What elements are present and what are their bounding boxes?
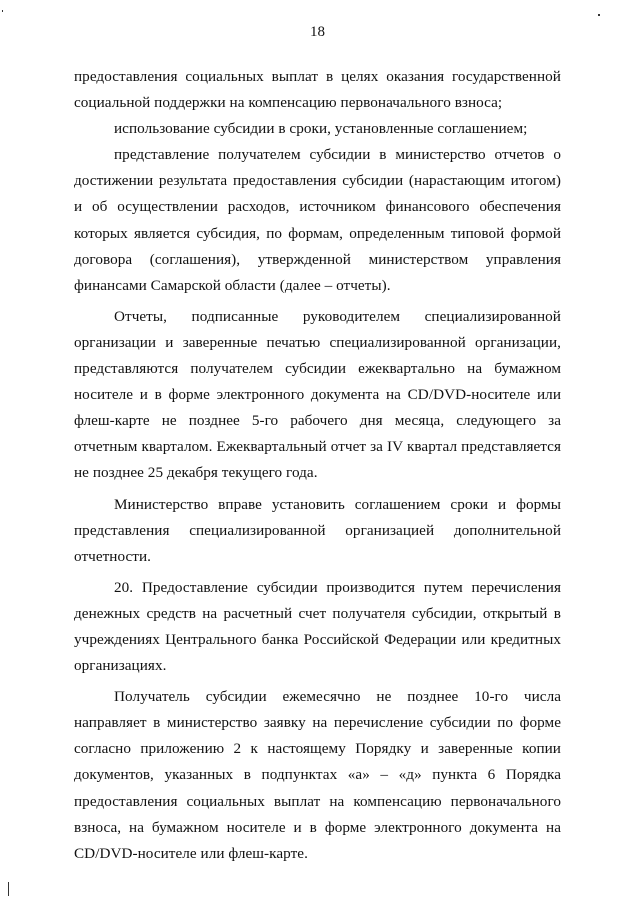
- paragraph-reports-submission: представление получателем субсидии в министерство отчетов о достижении результата предоставления субсидии (нарастающим итогом) и об осуществлении расходов, источником финансового обеспечения которых является субсидия, по формам, определенным типовой формой договора (соглашения), утвержденной министерством управления финансами Самарской области (далее – отчеты).: [74, 146, 561, 294]
- paragraph-social-support: предоставления социальных выплат в целях оказания государственной социальной поддержки на компенсацию первоначального взноса;: [74, 68, 561, 112]
- paragraph-item-20: 20. Предоставление субсидии производится путем перечисления денежных средств на расчетный счет получателя субсидии, открытый в учреждениях Центрального банка Российской Федерации или кредитных организациях.: [74, 578, 561, 675]
- scan-mark-top-right: [598, 14, 600, 16]
- scan-mark-bottom-left: [8, 882, 9, 896]
- paragraph-ministry-rights: Министерство вправе установить соглашением сроки и формы представления специализированной организацией дополнительной отчетности.: [74, 495, 561, 565]
- scan-mark-top-left: [2, 10, 3, 12]
- page-number: 18: [310, 24, 325, 40]
- paragraph-subsidy-terms: использование субсидии в сроки, установленные соглашением;: [114, 120, 528, 138]
- paragraph-reports-signed: Отчеты, подписанные руководителем специализированной организации и заверенные печатью специализированной организации, представляются получателем субсидии ежеквартально на бумажном носителе и в форме электронного документа на CD/DVD-носителе или флеш-карте не позднее 5-го рабочего дня месяца, следующего за отчетным кварталом. Ежеквартальный отчет за IV квартал представляется не позднее 25 декабря текущего года.: [74, 307, 561, 482]
- document-body: [74, 64, 561, 867]
- paragraph-monthly-request: Получатель субсидии ежемесячно не позднее 10-го числа направляет в министерство заявку на перечисление субсидии по форме согласно приложению 2 к настоящему Порядку и заверенные копии документов, указанных в подпунктах «а» – «д» пункта 6 Порядка предоставления социальных выплат на компенсацию первоначального взноса, на бумажном носителе и в форме электронного документа на CD/DVD-носителе или флеш-карте.: [74, 688, 561, 862]
